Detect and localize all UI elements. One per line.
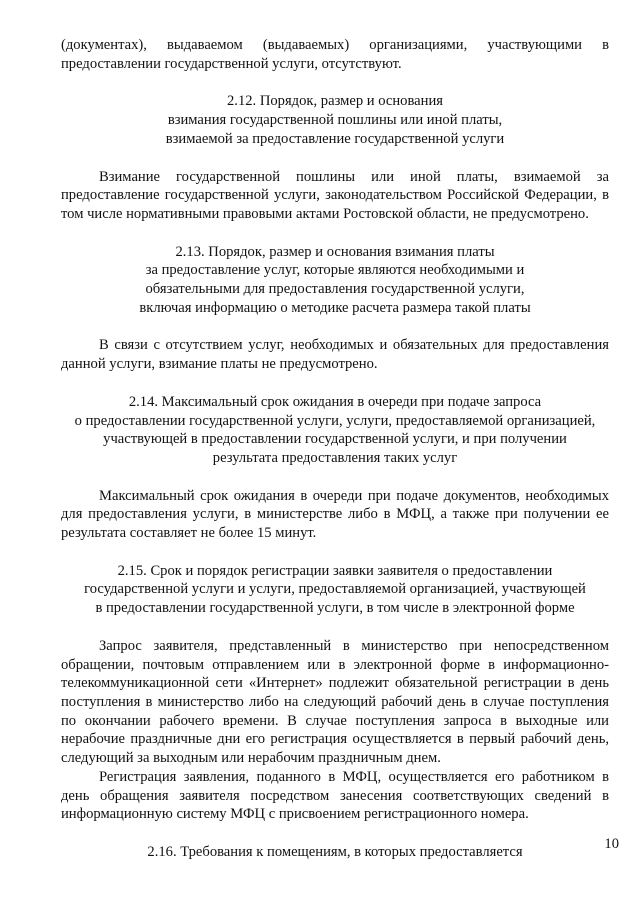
heading-line: в предоставлении государственной услуги, в том числе в электронной форме xyxy=(95,600,575,617)
heading-line: обязательными для предоставления государственной услуги, xyxy=(145,281,525,298)
section-2-14-heading xyxy=(61,393,609,468)
heading-line: взимания государственной пошлины или иной платы, xyxy=(167,112,503,129)
page-number: 10 xyxy=(604,836,619,852)
section-2-16-heading xyxy=(61,843,609,862)
heading-line: взимаемой за предоставление государственной услуги xyxy=(165,130,505,147)
heading-line: участвующей в предоставлении государственной услуги, и при получении xyxy=(103,431,567,448)
heading-line: государственной услуги и услуги, предоставляемой организацией, участвующей xyxy=(84,581,586,598)
heading-line: 2.12. Порядок, размер и основания xyxy=(227,93,443,110)
intro-paragraph: (документах), выдаваемом (выдаваемых) организациями, участвующими в предоставлении государственной услуги, отсутствуют. xyxy=(61,37,609,72)
section-2-15-paragraph-2: Регистрация заявления, поданного в МФЦ, осуществляется его работником в день обращения заявителя посредством занесения соответствующих сведений в информационную систему МФЦ с присвоением регистрационного номера. xyxy=(61,768,609,823)
section-2-14-paragraph: Максимальный срок ожидания в очереди при подаче документов, необходимых для предоставления услуги, в министерстве либо в МФЦ, а также при получении ее результата составляет не более 15 минут. xyxy=(61,487,609,542)
heading-line: 2.14. Максимальный срок ожидания в очереди при подаче запроса xyxy=(128,393,542,410)
section-2-13-paragraph: В связи с отсутствием услуг, необходимых и обязательных для предоставления данной услуги, взимание платы не предусмотрено. xyxy=(61,337,609,373)
heading-line: 2.15. Срок и порядок регистрации заявки заявителя о предоставлении xyxy=(117,562,553,579)
heading-line: за предоставление услуг, которые являются необходимыми и xyxy=(145,262,525,279)
heading-line: включая информацию о методике расчета размера такой платы xyxy=(139,299,531,316)
section-2-15-paragraph-1: Запрос заявителя, представленный в министерство при непосредственном обращении, почтовым отправлением или в электронной форме в информационно-телекоммуникационной сети «Интернет» подлежит обязательной регистрации в день поступления в министерство либо на следующий рабочий день в случае поступления по окончании рабочего времени. В случае поступления запроса в выходные или нерабочие праздничные дни его регистрация осуществляется в первый рабочий день, следующий за выходным или нерабочим праздничным днем. xyxy=(61,637,609,767)
heading-line: результата предоставления таких услуг xyxy=(212,449,458,466)
heading-line: 2.16. Требования к помещениям, в которых предоставляется xyxy=(147,843,523,860)
document-page xyxy=(61,36,609,862)
heading-line: 2.13. Порядок, размер и основания взимания платы xyxy=(175,243,495,260)
section-2-15-heading xyxy=(61,562,609,618)
section-2-12-paragraph: Взимание государственной пошлины или иной платы, взимаемой за предоставление государственной услуги, законодательством Российской Федерации, в том числе нормативными правовыми актами Ростовской области, не предусмотрено. xyxy=(61,168,609,222)
section-2-13-heading xyxy=(61,243,609,318)
section-2-12-heading xyxy=(61,92,609,148)
heading-line: о предоставлении государственной услуги, услуги, предоставляемой организацией, xyxy=(74,412,596,429)
